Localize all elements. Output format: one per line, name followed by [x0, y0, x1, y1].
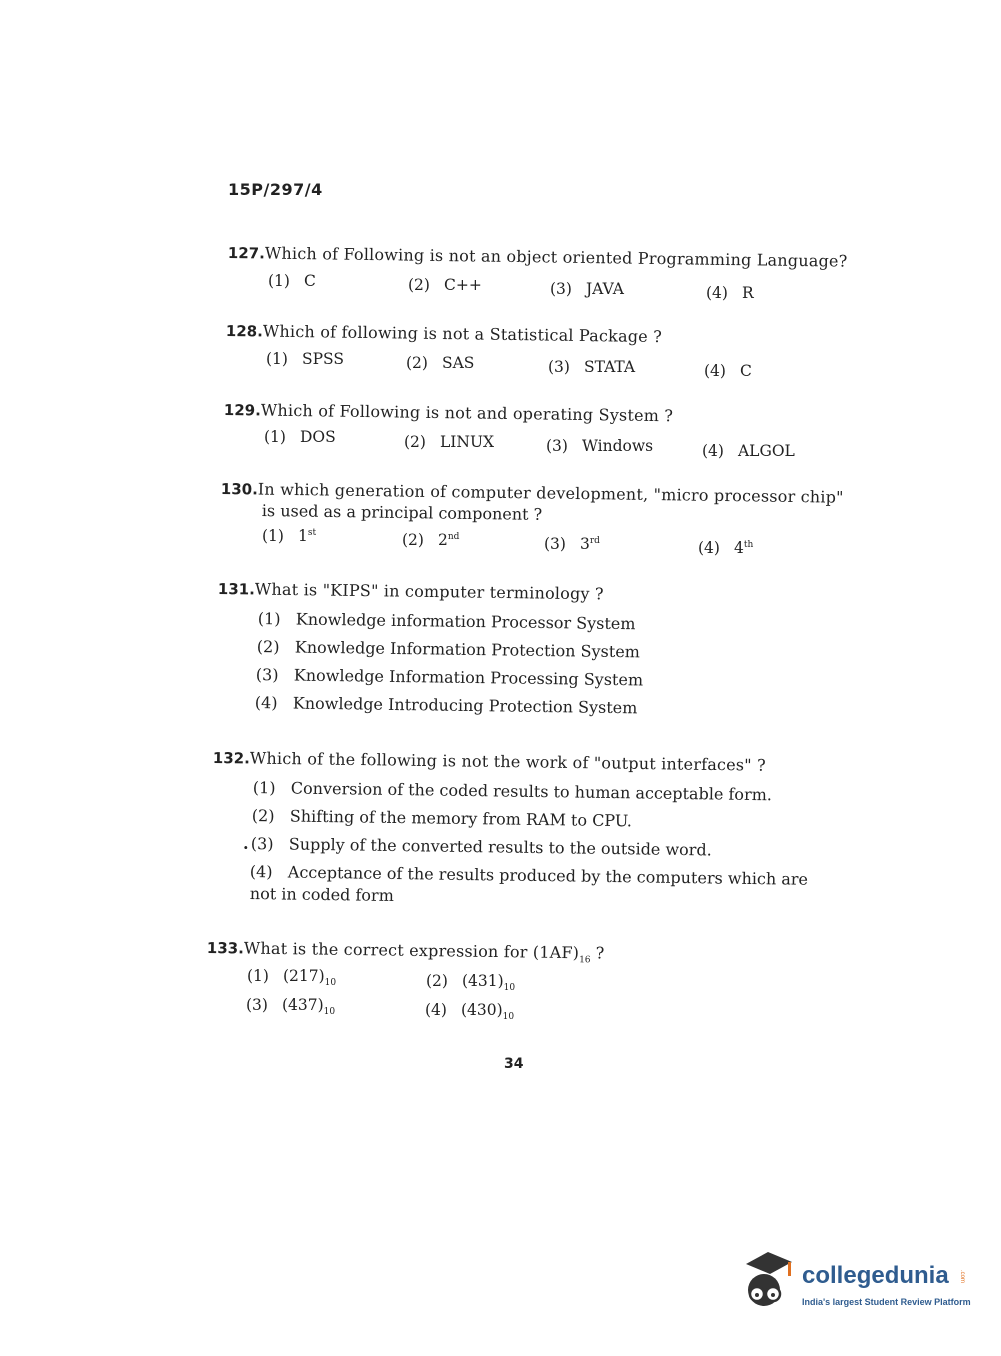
- question-text-continued: is used as a principal component ?: [261, 500, 543, 524]
- question-text: Which of the following is not the work of "output interfaces" ?: [249, 748, 767, 775]
- question-131: [218, 578, 604, 605]
- option: (1) $(217)_{10}$: [247, 967, 337, 988]
- question-number: 129.: [223, 400, 261, 420]
- question-129: [224, 399, 674, 427]
- page-number: 34: [504, 1056, 524, 1072]
- question-132: [213, 747, 766, 777]
- brand-suffix: .com: [959, 1270, 965, 1284]
- option: (3) Knowledge Information Processing System: [255, 665, 644, 690]
- option: (3) $(437)_{10}$: [246, 996, 336, 1017]
- option-continued: not in coded form: [249, 884, 394, 906]
- option: (3) STATA: [548, 358, 636, 376]
- option: (3) Supply of the converted results to the outside word.: [250, 834, 712, 860]
- option: (2) 2nd: [402, 531, 460, 549]
- option: (4) Acceptance of the results produced by the computers which are: [249, 862, 809, 889]
- option: (2) C++: [408, 276, 482, 294]
- option: (4) C: [704, 362, 752, 380]
- mascot-icon: [742, 1250, 802, 1320]
- question-number: 133.: [206, 938, 244, 958]
- option: (4) Knowledge Introducing Protection System: [254, 693, 638, 718]
- question-text: What is "KIPS" in computer terminology ?: [254, 579, 604, 604]
- option: (4) ALGOL: [702, 442, 795, 460]
- option: (4) R: [706, 284, 754, 302]
- option: (1) Knowledge information Processor System: [257, 609, 636, 634]
- paper-code: 15P/297/4: [228, 180, 323, 199]
- question-128: [226, 320, 662, 348]
- option: (1) SPSS: [266, 350, 344, 368]
- question-133: 133.What is the correct expression for $(1AF)_{16}$ ?: [206, 938, 605, 966]
- question-number: 132.: [212, 748, 250, 768]
- option: (2) Knowledge Information Protection System: [256, 637, 641, 662]
- option: (4) 4th: [698, 539, 754, 557]
- option: (2) SAS: [406, 354, 475, 372]
- question-text: In which generation of computer development, "micro processor chip": [257, 479, 844, 507]
- question-number: 131.: [217, 579, 255, 599]
- option: (3) JAVA: [550, 280, 624, 298]
- question-number: 130.: [220, 479, 258, 499]
- brand-tagline: India's largest Student Review Platform: [802, 1297, 971, 1307]
- option: (4) $(430)_{10}$: [425, 1001, 515, 1022]
- option: (3) Windows: [546, 437, 654, 455]
- question-text: What is the correct expression for (1AF): [243, 938, 580, 963]
- question-number: 128.: [225, 321, 263, 341]
- option: (2) $(431)_{10}$: [426, 972, 516, 993]
- option: (1) C: [268, 272, 316, 290]
- question-text: Which of Following is not and operating System ?: [260, 400, 674, 426]
- option: (1) Conversion of the coded results to human acceptable form.: [252, 778, 773, 805]
- question-text: Which of following is not a Statistical Package ?: [262, 321, 663, 347]
- collegedunia-watermark: [742, 1250, 972, 1320]
- option: (2) Shifting of the memory from RAM to CPU.: [251, 806, 633, 831]
- option: (1) DOS: [264, 428, 336, 446]
- option: (3) 3rd: [544, 535, 600, 553]
- stray-mark: .: [243, 834, 249, 853]
- question-text: Which of Following is not an object oriented Programming Language?: [264, 243, 848, 271]
- question-number: 127.: [227, 243, 265, 263]
- question-127: [228, 242, 848, 273]
- option: (2) LINUX: [404, 433, 495, 451]
- option: (1) 1st: [262, 527, 317, 545]
- brand-name: collegedunia: [802, 1262, 949, 1289]
